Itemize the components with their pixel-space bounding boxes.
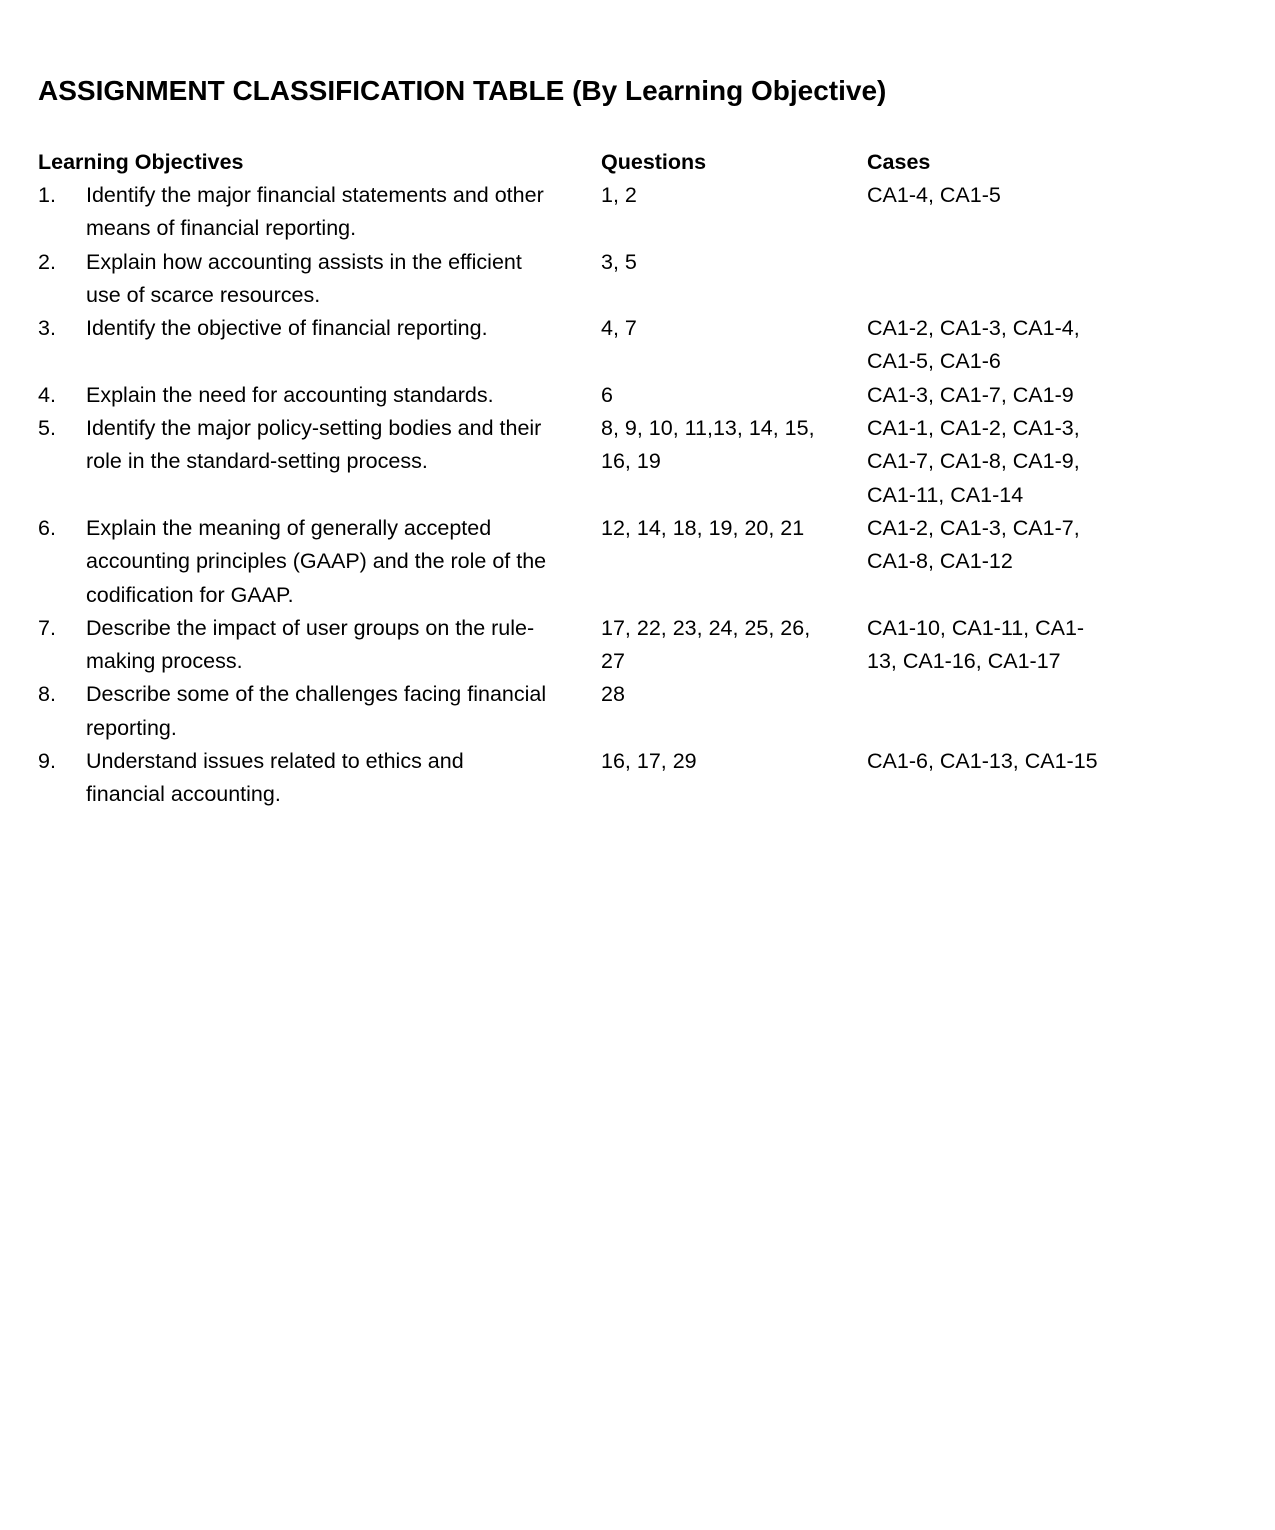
objective-line: codification for GAAP. — [86, 582, 294, 607]
objective-line: making process. — [86, 649, 243, 674]
objective-line: Describe the impact of user groups on the rule- — [86, 615, 535, 640]
questions-line: 16, 17, 29 — [601, 749, 697, 774]
questions-line: 4, 7 — [601, 316, 637, 341]
questions-cell — [601, 179, 867, 246]
cases-cell — [867, 379, 1167, 412]
objective-line: Explain how accounting assists in the efficient — [86, 249, 522, 274]
objective-number: 5. — [38, 416, 56, 441]
table-row — [38, 246, 1238, 313]
questions-cell — [601, 312, 867, 379]
cases-line: CA1-2, CA1-3, CA1-7, — [867, 515, 1080, 540]
objective-number: 2. — [38, 249, 56, 274]
questions-line: 28 — [601, 682, 625, 707]
cases-cell — [867, 179, 1167, 246]
questions-cell — [601, 246, 867, 313]
questions-cell — [601, 512, 867, 612]
objective-cell — [38, 312, 601, 379]
table-row — [38, 612, 1238, 679]
questions-line: 8, 9, 10, 11,13, 14, 15, — [601, 416, 815, 441]
cases-line: CA1-3, CA1-7, CA1-9 — [867, 382, 1074, 407]
objective-text — [86, 512, 586, 612]
questions-cell — [601, 412, 867, 512]
objective-line: Identify the objective of financial reporting. — [86, 316, 488, 341]
objective-text — [86, 678, 586, 745]
questions-cell — [601, 379, 867, 412]
objective-line: Understand issues related to ethics and — [86, 749, 464, 774]
classification-table — [38, 146, 1238, 812]
table-body — [38, 179, 1238, 812]
objective-line: Explain the meaning of generally accepted — [86, 515, 492, 540]
objective-number: 3. — [38, 316, 56, 341]
questions-cell — [601, 678, 867, 745]
cases-cell — [867, 612, 1167, 679]
table-row — [38, 678, 1238, 745]
objective-line: Identify the major financial statements and other — [86, 183, 544, 207]
cases-cell — [867, 745, 1167, 812]
questions-cell — [601, 612, 867, 679]
objective-text — [86, 179, 586, 246]
objective-text — [86, 246, 586, 313]
header-cases: Cases — [867, 150, 931, 174]
cases-cell — [867, 412, 1167, 512]
cases-line: CA1-8, CA1-12 — [867, 549, 1013, 574]
objective-cell — [38, 179, 601, 246]
table-row — [38, 745, 1238, 812]
objective-text — [86, 612, 586, 679]
cases-line: CA1-1, CA1-2, CA1-3, — [867, 416, 1080, 441]
questions-cell — [601, 745, 867, 812]
objective-line: Explain the need for accounting standards. — [86, 382, 494, 407]
table-row — [38, 312, 1238, 379]
document-page — [38, 72, 1238, 812]
objective-line: use of scarce resources. — [86, 282, 321, 307]
objective-number: 4. — [38, 382, 56, 407]
objective-cell — [38, 512, 601, 612]
questions-line: 1, 2 — [601, 183, 637, 207]
cases-cell — [867, 678, 1167, 745]
objective-cell — [38, 246, 601, 313]
objective-line: reporting. — [86, 715, 177, 740]
cases-line: CA1-2, CA1-3, CA1-4, — [867, 316, 1080, 341]
objective-text — [86, 312, 586, 379]
objective-number: 7. — [38, 615, 56, 640]
table-row — [38, 512, 1238, 612]
objective-number: 1. — [38, 183, 56, 207]
questions-line: 12, 14, 18, 19, 20, 21 — [601, 515, 805, 540]
objective-text — [86, 412, 586, 512]
cases-line: CA1-4, CA1-5 — [867, 183, 1001, 207]
objective-cell — [38, 612, 601, 679]
objective-line: role in the standard-setting process. — [86, 449, 428, 474]
objective-line: financial accounting. — [86, 782, 281, 807]
objective-cell — [38, 745, 601, 812]
objective-text — [86, 745, 586, 812]
header-questions: Questions — [601, 150, 707, 174]
objective-cell — [38, 678, 601, 745]
objective-number: 8. — [38, 682, 56, 707]
cases-line: CA1-6, CA1-13, CA1-15 — [867, 749, 1098, 774]
objective-line: Identify the major policy-setting bodies and their — [86, 416, 542, 441]
questions-line: 6 — [601, 382, 613, 407]
table-row — [38, 179, 1238, 246]
objective-line: means of financial reporting. — [86, 216, 357, 241]
objective-cell — [38, 412, 601, 512]
cases-line: CA1-7, CA1-8, CA1-9, — [867, 449, 1080, 474]
questions-line: 27 — [601, 649, 625, 674]
cases-line: CA1-10, CA1-11, CA1- — [867, 615, 1085, 640]
table-row — [38, 379, 1238, 412]
objective-line: accounting principles (GAAP) and the role of the — [86, 549, 547, 574]
cases-line: CA1-11, CA1-14 — [867, 482, 1024, 507]
table-header — [38, 146, 1238, 178]
objective-cell — [38, 379, 601, 412]
page-title: ASSIGNMENT CLASSIFICATION TABLE (By Learning Objective) — [38, 75, 887, 106]
questions-line: 17, 22, 23, 24, 25, 26, — [601, 615, 811, 640]
cases-cell — [867, 312, 1167, 379]
objective-text — [86, 379, 586, 412]
table-row — [38, 412, 1238, 512]
cases-line: CA1-5, CA1-6 — [867, 349, 1001, 374]
questions-line: 16, 19 — [601, 449, 661, 474]
objective-line: Describe some of the challenges facing financial — [86, 682, 547, 707]
cases-cell — [867, 512, 1167, 612]
cases-line: 13, CA1-16, CA1-17 — [867, 649, 1061, 674]
questions-line: 3, 5 — [601, 249, 637, 274]
header-learning-objectives: Learning Objectives — [38, 150, 244, 174]
cases-cell — [867, 246, 1167, 313]
objective-number: 6. — [38, 515, 56, 540]
objective-number: 9. — [38, 749, 56, 774]
